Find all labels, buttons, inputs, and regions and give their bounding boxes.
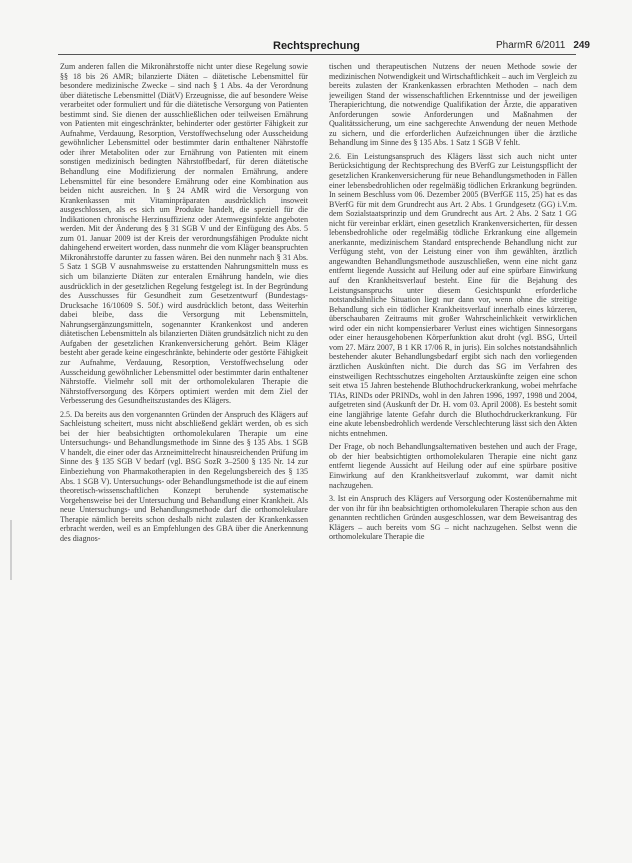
left-column [60, 62, 308, 842]
page-number: 249 [573, 40, 590, 51]
section-label: Rechtsprechung [273, 40, 360, 52]
paragraph: 2.5. Da bereits aus den vorgenannten Gründen der Anspruch des Klägers auf Sachleistung scheitert, muss nicht abschließend geklärt werden, ob es sich bei der hier beabsichtigten orthomolekularen Therapie um eine Untersuchungs- und Behandlungsmethode im Sinne des § 135 Abs. 1 SGB V handelt, die einer oder das Arzneimittelrecht hinausreichenden Prüfung im Sinne des § 135 SGB V bedarf (vgl. BSG SozR 3–2500 § 135 Nr. 14 zur Einbeziehung von Pharmakotherapien in den Regelungsbereich des § 135 Abs. 1 SGB V). Untersuchungs- oder Behandlungsmethode ist die auf einem theoretisch-wissenschaftlichen Konzept beruhende systematische Vorgehensweise bei der Untersuchung und Behandlung einer Krankheit. Als neue Untersuchungs- und Behandlungsmethode darf die orthomolekulare Therapie nämlich bereits schon deshalb nicht zulasten der Krankenkassen erbracht werden, weil es an Empfehlungen des GBA über die Anerkennung des diagnos- [60, 409, 308, 543]
journal-name: PharmR 6/2011 [496, 40, 566, 51]
paragraph: 2.6. Ein Leistungsanspruch des Klägers lässt sich auch nicht unter Berücksichtigung der Rechtsprechung des BVerfG zur Leistungspflicht der gesetzlichen Krankenversicherung für neue Behandlungsmethoden in Fällen einer lebensbedrohlichen oder regelmäßig tödlichen Erkrankung begründen. In seinem Beschluss vom 06. Dezember 2005 (BVerfGE 115, 25) hat es das BVerfG für mit dem Grundrecht aus Art. 2 Abs. 1 Grundgesetz (GG) i.V.m. dem Sozialstaatsprinzip und dem Grundrecht aus Art. 2 Abs. 2 Satz 1 GG nicht für vereinbar erklärt, einen gesetzlich Krankenversicherten, für dessen lebensbedrohliche oder regelmäßig tödliche Erkrankung eine allgemein anerkannte, medizinischem Standard entsprechende Behandlung nicht zur Verfügung steht, von der Leistung einer von ihm gewählten, ärztlich angewandten Behandlungsmethode auszuschließen, wenn eine nicht ganz entfernt liegende Aussicht auf Heilung oder auf eine spürbare Einwirkung auf den Krankheitsverlauf besteht. Eine für die Bejahung des Leistungsanspruchs unter diesem Gesichtspunkt erforderliche notstandsähnliche Situation liegt nur dann vor, wenn ohne die streitige Behandlung sich ein tödlicher Krankheitsverlauf innerhalb eines kürzeren, überschaubaren Zeitraums mit großer Wahrscheinlichkeit verwirklichen wird oder ein nicht kompensierbarer Verlust eines wichtigen Sinnesorgans oder einer herausgehobenen Körperfunktion akut droht (vgl. BSG, Urteil vom 27. März 2007, B 1 KR 17/06 R, in juris). Ein solches notstandsähnlich bestehender akuter Behandlungsbedarf ergibt sich nach den vorliegenden ärztlichen Auskünften nicht. Die durch das SG im Verfahren des einstweiligen Rechtsschutzes eingeholten Arztauskünfte zeigen eine schon seit etwa 15 Jahren bestehende Bluthochdruckerkrankung, wobei mehrfache TIAs, RINDs oder PRINDs, wohl in den Jahren 1996, 1997, 1998 und 2004, aufgetreten sind (Auskunft der Dr. H. vom 03. April 2008). Es besteht somit eine langjährige latente Gefahr durch die Bluthochdruckerkrankung. Für eine akute lebensbedrohlich werdende Verschlechterung lässt sich den Akten nichts entnehmen. [329, 151, 577, 438]
right-column [329, 62, 577, 842]
header-rule [58, 54, 576, 55]
scan-edge-mark [10, 520, 12, 580]
paragraph: 3. Ist ein Anspruch des Klägers auf Versorgung oder Kostenübernahme mit der von ihr für ihn beabsichtigten orthomolekularen Therapie schon aus den genannten rechtlichen Gründen ausgeschlossen, war dem Beweisantrag des Klägers – auch bereits vom SG – nicht nachzugehen. Selbst wenn die orthomolekulare Therapie die [329, 494, 577, 542]
paragraph: Zum anderen fallen die Mikronährstoffe nicht unter diese Regelung sowie §§ 18 bis 26 AMR; bilanzierte Diäten – diätetische Lebensmittel für besondere medizinische Zwecke – sind nach § 1 Abs. 4a der Verordnung über diätetische Lebensmittel (DiätV) Erzeugnisse, die auf besondere Weise verarbeitet oder formuliert und für die diätetische Versorgung von Patienten bestimmt sind. Sie dienen der ausschließlichen oder teilweisen Ernährung von Patienten mit eingeschränkter, behinderter oder gestörter Fähigkeit zur Aufnahme, Verdauung, Resorption, Verstoffwechselung oder Ausscheidung gewöhnlicher Lebensmittel oder bestimmter darin enthaltener Nährstoffe oder ihrer Metaboliten oder zur Ernährung von Patienten mit einem sonstigen medizinisch bedingten Nährstoffbedarf, für deren diätetische Behandlung eine Modifizierung der normalen Ernährung, andere Lebensmittel für eine besondere Ernährung oder eine Kombination aus beiden nicht ausreichen. In § 24 AMR wird die Versorgung von Krankenkassen mit Vitaminpräparaten ausdrücklich insoweit ausgeschlossen, als es sich um Produkte handelt, die speziell für die Indikationen chronische Herzinsuffizienz oder Atemwegsinfekte angeboten werden. Mit der Änderung des § 31 SGB V und der Einfügung des Abs. 5 zum 01. Januar 2009 ist der Kreis der verordnungsfähigen Produkte nicht dahingehend erweitert worden, dass nunmehr die vom Kläger beanspruchten Mikronährstoffe darunter zu fassen wären. Bei den nunmehr nach § 31 Abs. 5 Satz 1 SGB V ausnahmsweise zu erstattenden Nahrungsmitteln muss es sich um bilanzierte Diäten zur enteralen Ernährung handeln, wie dies ausdrücklich in der gesetzlichen Regelung festgelegt ist. In der Begründung des Ausschusses für Gesundheit zum Gesetzentwurf (Bundestags-Drucksache 16/10609 S. 50f.) wird ausdrücklich betont, dass Weiterhin dabei bleibe, dass die Versorgung mit Lebensmitteln, Nahrungsergänzungsmitteln, sogenannter Krankenkost und anderen diätetischen Lebensmitteln als bilanzierten Diäten grundsätzlich nicht zu den Aufgaben der gesetzlichen Krankenversicherung gehört. Beim Kläger besteht aber gerade keine eingeschränkte, behinderte oder gestörte Fähigkeit zur Aufnahme, Verdauung, Resorption, Verstoffwechselung oder Ausscheidung gewöhnlicher Lebensmittel oder bestimmter darin enthaltener Nährstoffe. Vielmehr soll mit der orthomolekularen Therapie die Nährstoffversorgung des Körpers optimiert werden mit dem Ziel der Verbesserung des Gesundheitszustandes des Klägers. [60, 62, 308, 406]
paragraph: tischen und therapeutischen Nutzens der neuen Methode sowie der medizinischen Notwendigkeit und Wirtschaftlichkeit – auch im Vergleich zu bereits zulasten der Krankenkassen erbrachten Methoden – nach dem jeweiligen Stand der wissenschaftlichen Erkenntnisse und der jeweiligen Therapierichtung, die notwendige Qualifikation der Ärzte, die apparativen Anforderungen sowie Anforderungen und Maßnahmen der Qualitätssicherung, um eine sachgerechte Anwendung der neuen Methode zu sichern, und die erforderlichen Aufzeichnungen über die ärztliche Behandlung im Sinne des § 135 Abs. 1 Satz 1 SGB V fehlt. [329, 62, 577, 148]
journal-header [496, 40, 590, 51]
paragraph: Der Frage, ob noch Behandlungsalternativen bestehen und auch der Frage, ob der hier beabsichtigten orthomolekularen Therapie eine nicht ganz entfernt liegende Aussicht auf Heilung oder auf eine spürbare positive Einwirkung auf den Krankheitsverlauf zukommt, war damit nicht nachzugehen. [329, 442, 577, 490]
